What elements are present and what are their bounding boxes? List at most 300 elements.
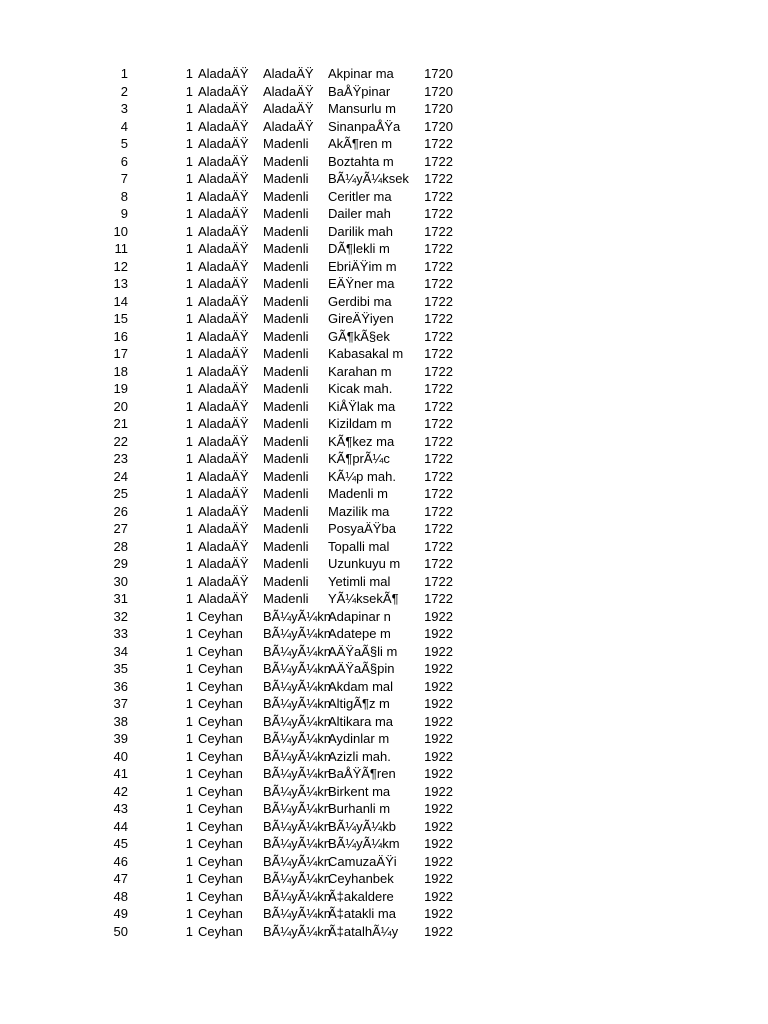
row-index-cell[interactable]: 24: [113, 468, 128, 484]
postal-code-cell[interactable]: 1722: [424, 171, 453, 186]
neighborhood-cell[interactable]: Ceyhanbek: [328, 871, 394, 886]
postal-code-cell[interactable]: 1722: [424, 503, 453, 519]
neighborhood-cell[interactable]: EbriÄŸim m: [328, 258, 397, 274]
count-cell[interactable]: 1: [185, 521, 193, 536]
postal-code-cell[interactable]: 1722: [424, 223, 453, 239]
province-cell[interactable]: AladaÄŸ: [198, 328, 249, 344]
district-cell[interactable]: BÃ¼yÃ¼kn: [263, 731, 331, 746]
province-cell[interactable]: AladaÄŸ: [198, 538, 249, 554]
count-cell[interactable]: 1: [185, 696, 193, 711]
neighborhood-cell[interactable]: AÄŸaÃ§pin: [328, 661, 395, 676]
province-cell[interactable]: AladaÄŸ: [198, 276, 249, 291]
postal-code-cell[interactable]: 1922: [424, 748, 453, 764]
row-index-cell[interactable]: 27: [113, 521, 128, 536]
postal-code-cell[interactable]: 1722: [424, 398, 453, 414]
postal-code-cell[interactable]: 1722: [424, 188, 453, 204]
count-cell[interactable]: 1: [185, 906, 193, 921]
neighborhood-cell[interactable]: Akpinar ma: [328, 66, 394, 81]
district-cell[interactable]: Madenli: [263, 573, 309, 589]
postal-code-cell[interactable]: 1922: [424, 643, 453, 659]
postal-code-cell[interactable]: 1722: [424, 276, 453, 291]
count-cell[interactable]: 1: [185, 241, 193, 256]
district-cell[interactable]: Madenli: [263, 136, 309, 151]
district-cell[interactable]: BÃ¼yÃ¼kn: [263, 818, 331, 834]
district-cell[interactable]: Madenli: [263, 258, 309, 274]
count-cell[interactable]: 1: [185, 888, 193, 904]
row-index-cell[interactable]: 45: [113, 836, 128, 851]
neighborhood-cell[interactable]: BaÅŸÃ¶ren: [328, 766, 396, 781]
district-cell[interactable]: Madenli: [263, 416, 309, 431]
neighborhood-cell[interactable]: Mansurlu m: [328, 101, 396, 116]
province-cell[interactable]: AladaÄŸ: [198, 171, 249, 186]
count-cell[interactable]: 1: [185, 678, 193, 694]
count-cell[interactable]: 1: [185, 486, 193, 501]
neighborhood-cell[interactable]: AkÃ¶ren m: [328, 136, 393, 151]
province-cell[interactable]: AladaÄŸ: [198, 223, 249, 239]
province-cell[interactable]: Ceyhan: [198, 836, 243, 851]
district-cell[interactable]: Madenli: [263, 503, 309, 519]
district-cell[interactable]: BÃ¼yÃ¼kn: [263, 608, 331, 624]
count-cell[interactable]: 1: [185, 381, 193, 396]
count-cell[interactable]: 1: [185, 363, 193, 379]
row-index-cell[interactable]: 33: [113, 626, 128, 641]
row-index-cell[interactable]: 46: [113, 853, 128, 869]
district-cell[interactable]: Madenli: [263, 433, 309, 449]
count-cell[interactable]: 1: [185, 118, 193, 134]
row-index-cell[interactable]: 48: [113, 888, 128, 904]
neighborhood-cell[interactable]: Burhanli m: [328, 801, 391, 816]
row-index-cell[interactable]: 14: [113, 293, 128, 309]
district-cell[interactable]: BÃ¼yÃ¼kn: [263, 801, 331, 816]
province-cell[interactable]: AladaÄŸ: [198, 311, 249, 326]
postal-code-cell[interactable]: 1922: [424, 801, 453, 816]
row-index-cell[interactable]: 34: [113, 643, 128, 659]
row-index-cell[interactable]: 28: [113, 538, 128, 554]
postal-code-cell[interactable]: 1922: [424, 766, 453, 781]
row-index-cell[interactable]: 25: [113, 486, 128, 501]
neighborhood-cell[interactable]: Darilik mah: [328, 223, 394, 239]
row-index-cell[interactable]: 39: [113, 731, 128, 746]
row-index-cell[interactable]: 7: [120, 171, 128, 186]
neighborhood-cell[interactable]: DÃ¶lekli m: [328, 241, 390, 256]
postal-code-cell[interactable]: 1722: [424, 591, 453, 606]
row-index-cell[interactable]: 42: [113, 783, 128, 799]
postal-code-cell[interactable]: 1922: [424, 678, 453, 694]
neighborhood-cell[interactable]: BÃ¼yÃ¼ksek: [328, 171, 409, 186]
row-index-cell[interactable]: 13: [113, 276, 128, 291]
row-index-cell[interactable]: 37: [113, 696, 128, 711]
province-cell[interactable]: AladaÄŸ: [198, 573, 249, 589]
row-index-cell[interactable]: 3: [120, 101, 128, 116]
province-cell[interactable]: Ceyhan: [198, 608, 243, 624]
province-cell[interactable]: Ceyhan: [198, 818, 243, 834]
province-cell[interactable]: AladaÄŸ: [198, 346, 249, 361]
district-cell[interactable]: Madenli: [263, 171, 309, 186]
postal-code-cell[interactable]: 1720: [424, 101, 453, 116]
postal-code-cell[interactable]: 1922: [424, 871, 453, 886]
province-cell[interactable]: AladaÄŸ: [198, 66, 249, 81]
neighborhood-cell[interactable]: KÃ¶kez ma: [328, 433, 395, 449]
district-cell[interactable]: BÃ¼yÃ¼kn: [263, 906, 331, 921]
postal-code-cell[interactable]: 1922: [424, 853, 453, 869]
count-cell[interactable]: 1: [185, 643, 193, 659]
row-index-cell[interactable]: 22: [113, 433, 128, 449]
count-cell[interactable]: 1: [185, 853, 193, 869]
neighborhood-cell[interactable]: CamuzaÄŸi: [328, 853, 397, 869]
neighborhood-cell[interactable]: Birkent ma: [328, 783, 391, 799]
count-cell[interactable]: 1: [185, 538, 193, 554]
district-cell[interactable]: Madenli: [263, 311, 309, 326]
count-cell[interactable]: 1: [185, 83, 193, 99]
count-cell[interactable]: 1: [185, 171, 193, 186]
count-cell[interactable]: 1: [185, 713, 193, 729]
province-cell[interactable]: AladaÄŸ: [198, 381, 249, 396]
province-cell[interactable]: AladaÄŸ: [198, 451, 249, 466]
province-cell[interactable]: Ceyhan: [198, 731, 243, 746]
count-cell[interactable]: 1: [185, 328, 193, 344]
count-cell[interactable]: 1: [185, 591, 193, 606]
row-index-cell[interactable]: 23: [113, 451, 128, 466]
row-index-cell[interactable]: 12: [113, 258, 128, 274]
postal-code-cell[interactable]: 1722: [424, 521, 453, 536]
count-cell[interactable]: 1: [185, 801, 193, 816]
count-cell[interactable]: 1: [185, 556, 193, 571]
district-cell[interactable]: Madenli: [263, 451, 309, 466]
row-index-cell[interactable]: 19: [113, 381, 128, 396]
postal-code-cell[interactable]: 1722: [424, 293, 453, 309]
count-cell[interactable]: 1: [185, 398, 193, 414]
neighborhood-cell[interactable]: BaÅŸpinar: [328, 83, 391, 99]
postal-code-cell[interactable]: 1722: [424, 241, 453, 256]
postal-code-cell[interactable]: 1722: [424, 556, 453, 571]
district-cell[interactable]: Madenli: [263, 468, 309, 484]
district-cell[interactable]: AladaÄŸ: [263, 83, 314, 99]
postal-code-cell[interactable]: 1922: [424, 626, 453, 641]
row-index-cell[interactable]: 40: [113, 748, 128, 764]
province-cell[interactable]: Ceyhan: [198, 766, 243, 781]
count-cell[interactable]: 1: [185, 223, 193, 239]
district-cell[interactable]: BÃ¼yÃ¼kn: [263, 853, 331, 869]
row-index-cell[interactable]: 31: [113, 591, 128, 606]
province-cell[interactable]: AladaÄŸ: [198, 118, 249, 134]
count-cell[interactable]: 1: [185, 818, 193, 834]
row-index-cell[interactable]: 26: [113, 503, 128, 519]
province-cell[interactable]: Ceyhan: [198, 783, 243, 799]
count-cell[interactable]: 1: [185, 258, 193, 274]
neighborhood-cell[interactable]: AÄŸaÃ§li m: [328, 643, 398, 659]
postal-code-cell[interactable]: 1722: [424, 153, 453, 169]
row-index-cell[interactable]: 18: [113, 363, 128, 379]
district-cell[interactable]: Madenli: [263, 293, 309, 309]
neighborhood-cell[interactable]: Altikara ma: [328, 713, 394, 729]
neighborhood-cell[interactable]: BÃ¼yÃ¼kb: [328, 818, 396, 834]
province-cell[interactable]: AladaÄŸ: [198, 433, 249, 449]
postal-code-cell[interactable]: 1922: [424, 696, 453, 711]
postal-code-cell[interactable]: 1722: [424, 416, 453, 431]
province-cell[interactable]: AladaÄŸ: [198, 83, 249, 99]
province-cell[interactable]: AladaÄŸ: [198, 188, 249, 204]
district-cell[interactable]: BÃ¼yÃ¼kn: [263, 871, 331, 886]
district-cell[interactable]: Madenli: [263, 556, 309, 571]
count-cell[interactable]: 1: [185, 748, 193, 764]
count-cell[interactable]: 1: [185, 66, 193, 81]
province-cell[interactable]: AladaÄŸ: [198, 556, 249, 571]
province-cell[interactable]: Ceyhan: [198, 853, 243, 869]
count-cell[interactable]: 1: [185, 416, 193, 431]
district-cell[interactable]: AladaÄŸ: [263, 118, 314, 134]
district-cell[interactable]: Madenli: [263, 363, 309, 379]
neighborhood-cell[interactable]: Ã‡atalhÃ¼y: [328, 923, 399, 939]
postal-code-cell[interactable]: 1922: [424, 713, 453, 729]
province-cell[interactable]: Ceyhan: [198, 888, 243, 904]
district-cell[interactable]: Madenli: [263, 521, 309, 536]
count-cell[interactable]: 1: [185, 731, 193, 746]
postal-code-cell[interactable]: 1922: [424, 731, 453, 746]
count-cell[interactable]: 1: [185, 626, 193, 641]
postal-code-cell[interactable]: 1722: [424, 346, 453, 361]
province-cell[interactable]: AladaÄŸ: [198, 206, 249, 221]
neighborhood-cell[interactable]: AltigÃ¶z m: [328, 696, 390, 711]
row-index-cell[interactable]: 20: [113, 398, 128, 414]
province-cell[interactable]: AladaÄŸ: [198, 486, 249, 501]
row-index-cell[interactable]: 38: [113, 713, 128, 729]
neighborhood-cell[interactable]: Aydinlar m: [328, 731, 390, 746]
postal-code-cell[interactable]: 1922: [424, 888, 453, 904]
province-cell[interactable]: Ceyhan: [198, 643, 243, 659]
neighborhood-cell[interactable]: Akdam mal: [328, 678, 394, 694]
district-cell[interactable]: Madenli: [263, 223, 309, 239]
postal-code-cell[interactable]: 1722: [424, 136, 453, 151]
row-index-cell[interactable]: 21: [113, 416, 128, 431]
count-cell[interactable]: 1: [185, 608, 193, 624]
neighborhood-cell[interactable]: GireÄŸiyen: [328, 311, 394, 326]
province-cell[interactable]: Ceyhan: [198, 678, 243, 694]
neighborhood-cell[interactable]: Azizli mah.: [328, 748, 391, 764]
neighborhood-cell[interactable]: Kicak mah.: [328, 381, 393, 396]
postal-code-cell[interactable]: 1720: [424, 118, 453, 134]
district-cell[interactable]: Madenli: [263, 538, 309, 554]
count-cell[interactable]: 1: [185, 468, 193, 484]
province-cell[interactable]: AladaÄŸ: [198, 293, 249, 309]
neighborhood-cell[interactable]: PosyaÄŸba: [328, 521, 396, 536]
province-cell[interactable]: Ceyhan: [198, 923, 243, 939]
count-cell[interactable]: 1: [185, 766, 193, 781]
postal-code-cell[interactable]: 1922: [424, 818, 453, 834]
neighborhood-cell[interactable]: BÃ¼yÃ¼km: [328, 836, 400, 851]
province-cell[interactable]: Ceyhan: [198, 871, 243, 886]
postal-code-cell[interactable]: 1722: [424, 381, 453, 396]
province-cell[interactable]: AladaÄŸ: [198, 521, 249, 536]
neighborhood-cell[interactable]: Ã‡akaldere: [328, 888, 394, 904]
postal-code-cell[interactable]: 1722: [424, 206, 453, 221]
row-index-cell[interactable]: 50: [113, 923, 128, 939]
row-index-cell[interactable]: 5: [120, 136, 128, 151]
row-index-cell[interactable]: 16: [113, 328, 128, 344]
district-cell[interactable]: BÃ¼yÃ¼kn: [263, 713, 331, 729]
district-cell[interactable]: Madenli: [263, 381, 309, 396]
neighborhood-cell[interactable]: Ã‡atakli ma: [328, 906, 396, 921]
district-cell[interactable]: AladaÄŸ: [263, 66, 314, 81]
district-cell[interactable]: BÃ¼yÃ¼kn: [263, 696, 331, 711]
row-index-cell[interactable]: 36: [113, 678, 128, 694]
count-cell[interactable]: 1: [185, 188, 193, 204]
district-cell[interactable]: Madenli: [263, 276, 309, 291]
postal-code-cell[interactable]: 1922: [424, 906, 453, 921]
row-index-cell[interactable]: 35: [113, 661, 128, 676]
row-index-cell[interactable]: 32: [113, 608, 128, 624]
count-cell[interactable]: 1: [185, 783, 193, 799]
district-cell[interactable]: BÃ¼yÃ¼kn: [263, 836, 331, 851]
postal-code-cell[interactable]: 1720: [424, 83, 453, 99]
count-cell[interactable]: 1: [185, 871, 193, 886]
postal-code-cell[interactable]: 1722: [424, 258, 453, 274]
postal-code-cell[interactable]: 1722: [424, 486, 453, 501]
count-cell[interactable]: 1: [185, 293, 193, 309]
neighborhood-cell[interactable]: Topalli mal: [328, 538, 390, 554]
postal-code-cell[interactable]: 1722: [424, 538, 453, 554]
province-cell[interactable]: AladaÄŸ: [198, 241, 249, 256]
neighborhood-cell[interactable]: Dailer mah: [328, 206, 391, 221]
row-index-cell[interactable]: 8: [120, 188, 128, 204]
postal-code-cell[interactable]: 1722: [424, 468, 453, 484]
neighborhood-cell[interactable]: Gerdibi ma: [328, 293, 392, 309]
count-cell[interactable]: 1: [185, 311, 193, 326]
postal-code-cell[interactable]: 1922: [424, 608, 453, 624]
row-index-cell[interactable]: 41: [113, 766, 128, 781]
district-cell[interactable]: Madenli: [263, 486, 309, 501]
neighborhood-cell[interactable]: Yetimli mal: [328, 573, 391, 589]
count-cell[interactable]: 1: [185, 153, 193, 169]
province-cell[interactable]: Ceyhan: [198, 748, 243, 764]
district-cell[interactable]: BÃ¼yÃ¼kn: [263, 888, 331, 904]
district-cell[interactable]: BÃ¼yÃ¼kn: [263, 783, 331, 799]
district-cell[interactable]: Madenli: [263, 591, 309, 606]
province-cell[interactable]: AladaÄŸ: [198, 468, 249, 484]
row-index-cell[interactable]: 17: [113, 346, 128, 361]
row-index-cell[interactable]: 4: [120, 118, 128, 134]
postal-code-cell[interactable]: 1922: [424, 783, 453, 799]
count-cell[interactable]: 1: [185, 573, 193, 589]
neighborhood-cell[interactable]: Kizildam m: [328, 416, 392, 431]
district-cell[interactable]: Madenli: [263, 328, 309, 344]
province-cell[interactable]: AladaÄŸ: [198, 258, 249, 274]
province-cell[interactable]: AladaÄŸ: [198, 363, 249, 379]
postal-code-cell[interactable]: 1922: [424, 661, 453, 676]
province-cell[interactable]: AladaÄŸ: [198, 503, 249, 519]
postal-code-cell[interactable]: 1722: [424, 433, 453, 449]
province-cell[interactable]: Ceyhan: [198, 626, 243, 641]
row-index-cell[interactable]: 10: [113, 223, 128, 239]
district-cell[interactable]: BÃ¼yÃ¼kn: [263, 766, 331, 781]
row-index-cell[interactable]: 43: [113, 801, 128, 816]
row-index-cell[interactable]: 9: [120, 206, 128, 221]
province-cell[interactable]: Ceyhan: [198, 906, 243, 921]
postal-code-cell[interactable]: 1720: [424, 66, 453, 81]
count-cell[interactable]: 1: [185, 661, 193, 676]
count-cell[interactable]: 1: [185, 503, 193, 519]
province-cell[interactable]: AladaÄŸ: [198, 101, 249, 116]
postal-code-cell[interactable]: 1722: [424, 311, 453, 326]
province-cell[interactable]: AladaÄŸ: [198, 416, 249, 431]
postal-code-cell[interactable]: 1722: [424, 573, 453, 589]
row-index-cell[interactable]: 2: [120, 83, 128, 99]
count-cell[interactable]: 1: [185, 433, 193, 449]
row-index-cell[interactable]: 44: [113, 818, 128, 834]
district-cell[interactable]: Madenli: [263, 153, 309, 169]
district-cell[interactable]: BÃ¼yÃ¼kn: [263, 923, 331, 939]
neighborhood-cell[interactable]: KiÅŸlak ma: [328, 398, 396, 414]
postal-code-cell[interactable]: 1722: [424, 328, 453, 344]
district-cell[interactable]: BÃ¼yÃ¼kn: [263, 626, 331, 641]
district-cell[interactable]: BÃ¼yÃ¼kn: [263, 643, 331, 659]
count-cell[interactable]: 1: [185, 101, 193, 116]
district-cell[interactable]: BÃ¼yÃ¼kn: [263, 678, 331, 694]
row-index-cell[interactable]: 11: [114, 241, 128, 256]
postal-code-cell[interactable]: 1922: [424, 836, 453, 851]
neighborhood-cell[interactable]: EÄŸner ma: [328, 276, 395, 291]
neighborhood-cell[interactable]: Karahan m: [328, 363, 392, 379]
province-cell[interactable]: AladaÄŸ: [198, 398, 249, 414]
neighborhood-cell[interactable]: Kabasakal m: [328, 346, 404, 361]
neighborhood-cell[interactable]: Mazilik ma: [328, 503, 390, 519]
count-cell[interactable]: 1: [185, 136, 193, 151]
count-cell[interactable]: 1: [185, 346, 193, 361]
row-index-cell[interactable]: 1: [120, 66, 128, 81]
neighborhood-cell[interactable]: SinanpaÅŸa: [328, 118, 401, 134]
neighborhood-cell[interactable]: KÃ¶prÃ¼c: [328, 451, 390, 466]
province-cell[interactable]: Ceyhan: [198, 696, 243, 711]
count-cell[interactable]: 1: [185, 836, 193, 851]
row-index-cell[interactable]: 29: [113, 556, 128, 571]
neighborhood-cell[interactable]: Adatepe m: [328, 626, 391, 641]
count-cell[interactable]: 1: [185, 451, 193, 466]
district-cell[interactable]: BÃ¼yÃ¼kn: [263, 661, 331, 676]
count-cell[interactable]: 1: [185, 276, 193, 291]
neighborhood-cell[interactable]: Adapinar n: [328, 608, 391, 624]
neighborhood-cell[interactable]: Madenli m: [328, 486, 388, 501]
row-index-cell[interactable]: 15: [113, 311, 128, 326]
row-index-cell[interactable]: 30: [113, 573, 128, 589]
neighborhood-cell[interactable]: KÃ¼p mah.: [328, 468, 396, 484]
neighborhood-cell[interactable]: Uzunkuyu m: [328, 556, 401, 571]
province-cell[interactable]: AladaÄŸ: [198, 153, 249, 169]
neighborhood-cell[interactable]: GÃ¶kÃ§ek: [328, 328, 390, 344]
district-cell[interactable]: Madenli: [263, 241, 309, 256]
district-cell[interactable]: Madenli: [263, 346, 309, 361]
row-index-cell[interactable]: 6: [120, 153, 128, 169]
count-cell[interactable]: 1: [185, 206, 193, 221]
province-cell[interactable]: Ceyhan: [198, 801, 243, 816]
province-cell[interactable]: AladaÄŸ: [198, 591, 249, 606]
province-cell[interactable]: AladaÄŸ: [198, 136, 249, 151]
count-cell[interactable]: 1: [185, 923, 193, 939]
district-cell[interactable]: Madenli: [263, 206, 309, 221]
province-cell[interactable]: Ceyhan: [198, 713, 243, 729]
province-cell[interactable]: Ceyhan: [198, 661, 243, 676]
neighborhood-cell[interactable]: Boztahta m: [328, 153, 394, 169]
postal-code-cell[interactable]: 1722: [424, 363, 453, 379]
postal-code-cell[interactable]: 1722: [424, 451, 453, 466]
district-cell[interactable]: AladaÄŸ: [263, 101, 314, 116]
district-cell[interactable]: Madenli: [263, 398, 309, 414]
district-cell[interactable]: Madenli: [263, 188, 309, 204]
district-cell[interactable]: BÃ¼yÃ¼kn: [263, 748, 331, 764]
neighborhood-cell[interactable]: YÃ¼ksekÃ¶: [328, 591, 399, 606]
postal-code-cell[interactable]: 1922: [424, 923, 453, 939]
row-index-cell[interactable]: 49: [113, 906, 128, 921]
row-index-cell[interactable]: 47: [113, 871, 128, 886]
neighborhood-cell[interactable]: Ceritler ma: [328, 188, 392, 204]
